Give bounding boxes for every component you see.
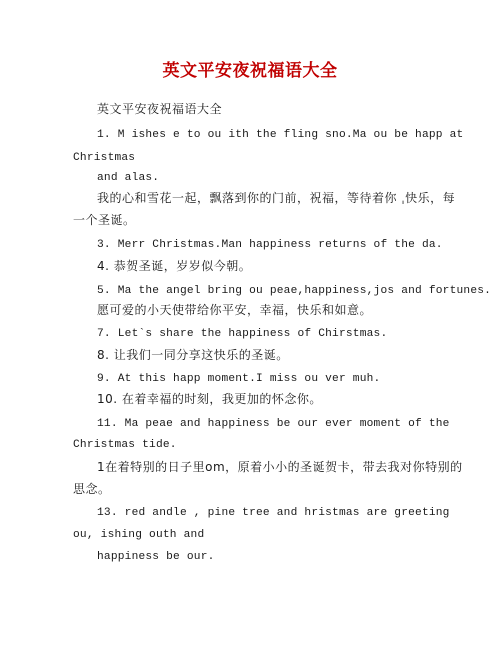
text-line: happiness be our.: [97, 551, 215, 563]
text-line: 3. Merr Christmas.Man happiness returns of the da.: [97, 239, 443, 251]
text-line: Christmas tide.: [73, 439, 177, 451]
document-title: 英文平安夜祝福语大全: [162, 61, 338, 81]
text-line: 思念。: [73, 482, 111, 496]
subtitle-line: 英文平安夜祝福语大全: [97, 102, 223, 116]
text-line: 愿可爱的小天使带给你平安，幸福，快乐和如意。: [97, 303, 373, 317]
text-line: 11. Ma peae and happiness be our ever moment of the: [97, 418, 450, 430]
text-line: 10. 在着幸福的时刻，我更加的怀念你。: [97, 392, 322, 406]
text-line: 13. red andle , pine tree and hristmas are greeting: [97, 507, 450, 519]
text-line: ou, ishing outh and: [73, 529, 205, 541]
text-line: 一个圣诞。: [73, 213, 136, 227]
text-line: and alas.: [97, 172, 160, 184]
text-line: 7. Let`s share the happiness of Chirstmas.: [97, 328, 388, 340]
text-line: 1. M ishes e to ou ith the fling sno.Ma ou be happ at: [97, 129, 464, 141]
text-line: Christmas: [73, 152, 136, 164]
text-line: 1在着特别的日子里om，原着小小的圣诞贺卡，带去我对你特别的: [97, 460, 463, 474]
text-line: 4. 恭贺圣诞，岁岁似今朝。: [97, 259, 252, 273]
text-line: 8. 让我们一同分享这快乐的圣诞。: [97, 348, 289, 362]
text-line: 9. At this happ moment.I miss ou ver muh.: [97, 373, 381, 385]
text-line: 5. Ma the angel bring ou peae,happiness,jos and fortunes.: [97, 285, 492, 297]
text-line: 我的心和雪花一起，飘落到你的门前，祝福，等待着你 ˌ快乐，每: [97, 191, 456, 205]
